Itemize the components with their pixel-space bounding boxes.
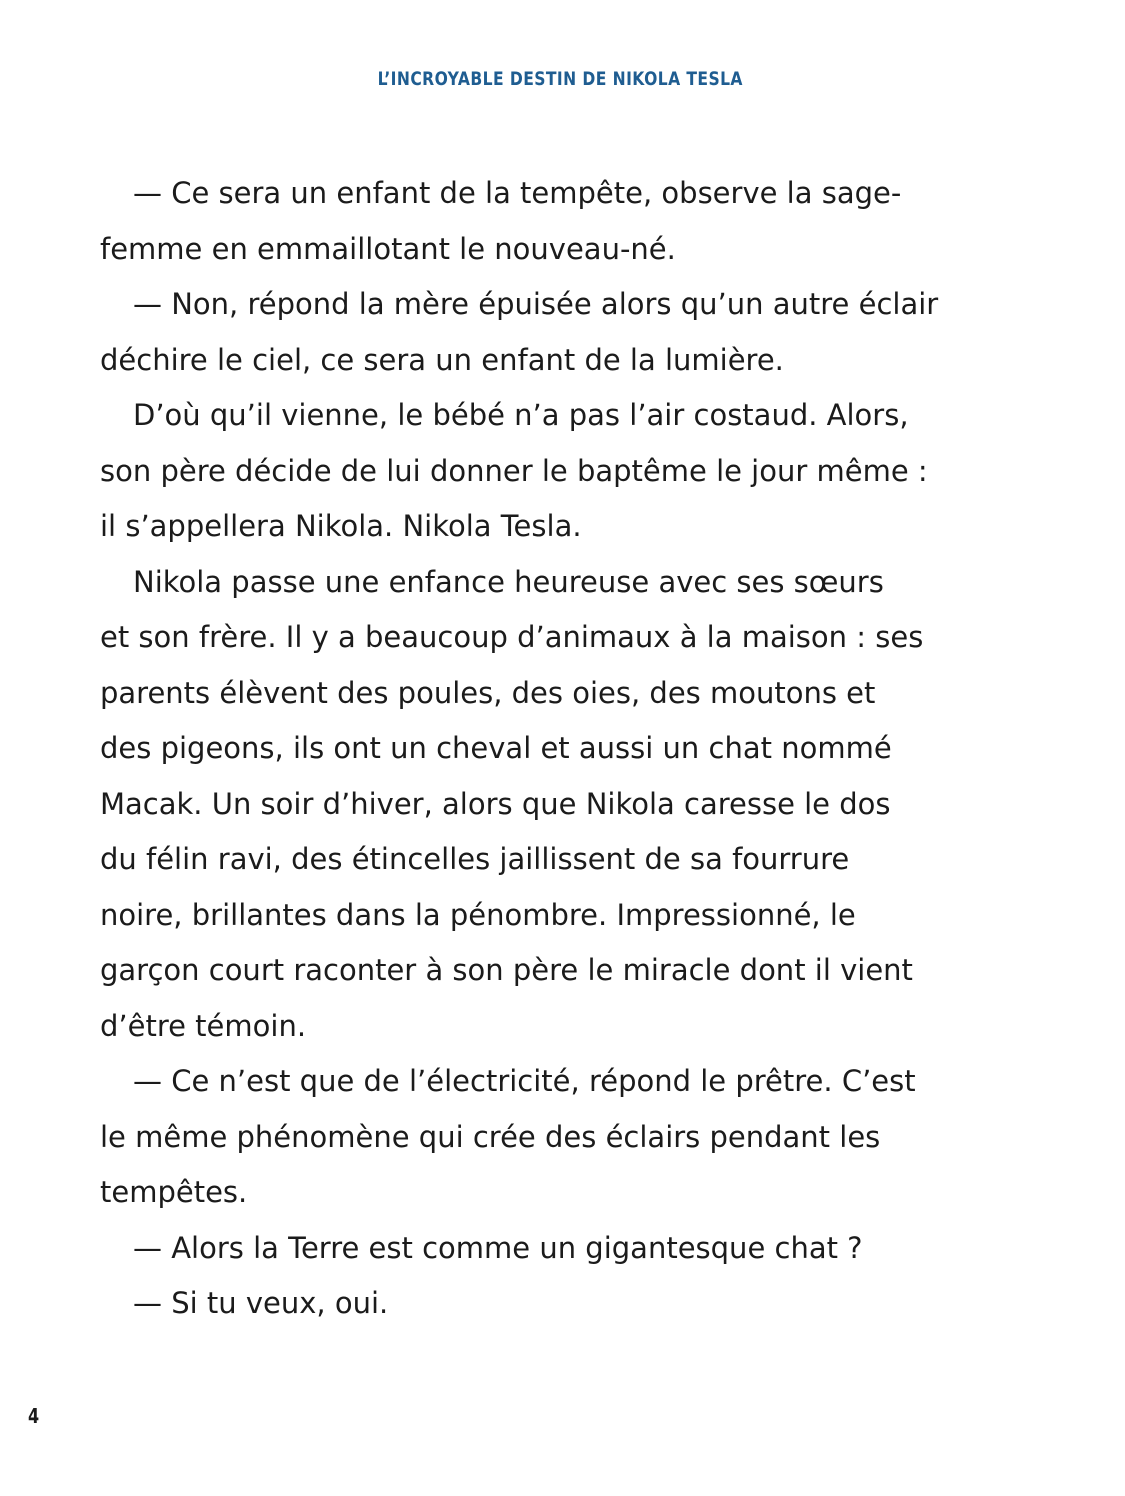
text-line: il s’appellera Nikola. Nikola Tesla. (100, 509, 582, 543)
running-head: L’INCROYABLE DESTIN DE NIKOLA TESLA (377, 68, 743, 90)
text-line: — Ce sera un enfant de la tempête, observe la sage- (133, 176, 902, 210)
text-line: noire, brillantes dans la pénombre. Impressionné, le (100, 897, 856, 932)
text-line: le même phénomène qui crée des éclairs pendant les (100, 1119, 881, 1154)
text-line: d’être témoin. (100, 1008, 307, 1043)
text-line: femme en emmaillotant le nouveau-né. (100, 231, 676, 266)
text-line: des pigeons, ils ont un cheval et aussi un chat nommé (100, 731, 892, 765)
text-line: déchire le ciel, ce sera un enfant de la lumière. (100, 342, 784, 377)
text-line: du félin ravi, des étincelles jaillissent de sa fourrure (100, 842, 850, 876)
text-line: Macak. Un soir d’hiver, alors que Nikola caresse le dos (100, 786, 891, 821)
text-line: D’où qu’il vienne, le bébé n’a pas l’air costaud. Alors, (133, 398, 909, 432)
text-line: garçon court raconter à son père le miracle dont il vient (100, 953, 913, 987)
text-line: et son frère. Il y a beaucoup d’animaux à la maison : ses (100, 620, 924, 654)
text-line: son père décide de lui donner le baptême le jour même : (100, 453, 928, 488)
text-line: parents élèvent des poules, des oies, des moutons et (100, 675, 876, 710)
body-text (100, 166, 966, 1332)
text-line: Nikola passe une enfance heureuse avec ses sœurs (133, 564, 884, 599)
text-line: tempêtes. (100, 1175, 248, 1209)
text-line: — Si tu veux, oui. (133, 1286, 389, 1320)
page-number: 4 (28, 1404, 40, 1428)
text-line: — Ce n’est que de l’électricité, répond le prêtre. C’est (133, 1064, 916, 1098)
text-line: — Non, répond la mère épuisée alors qu’un autre éclair (133, 287, 939, 321)
text-line: — Alors la Terre est comme un gigantesque chat ? (133, 1230, 863, 1265)
